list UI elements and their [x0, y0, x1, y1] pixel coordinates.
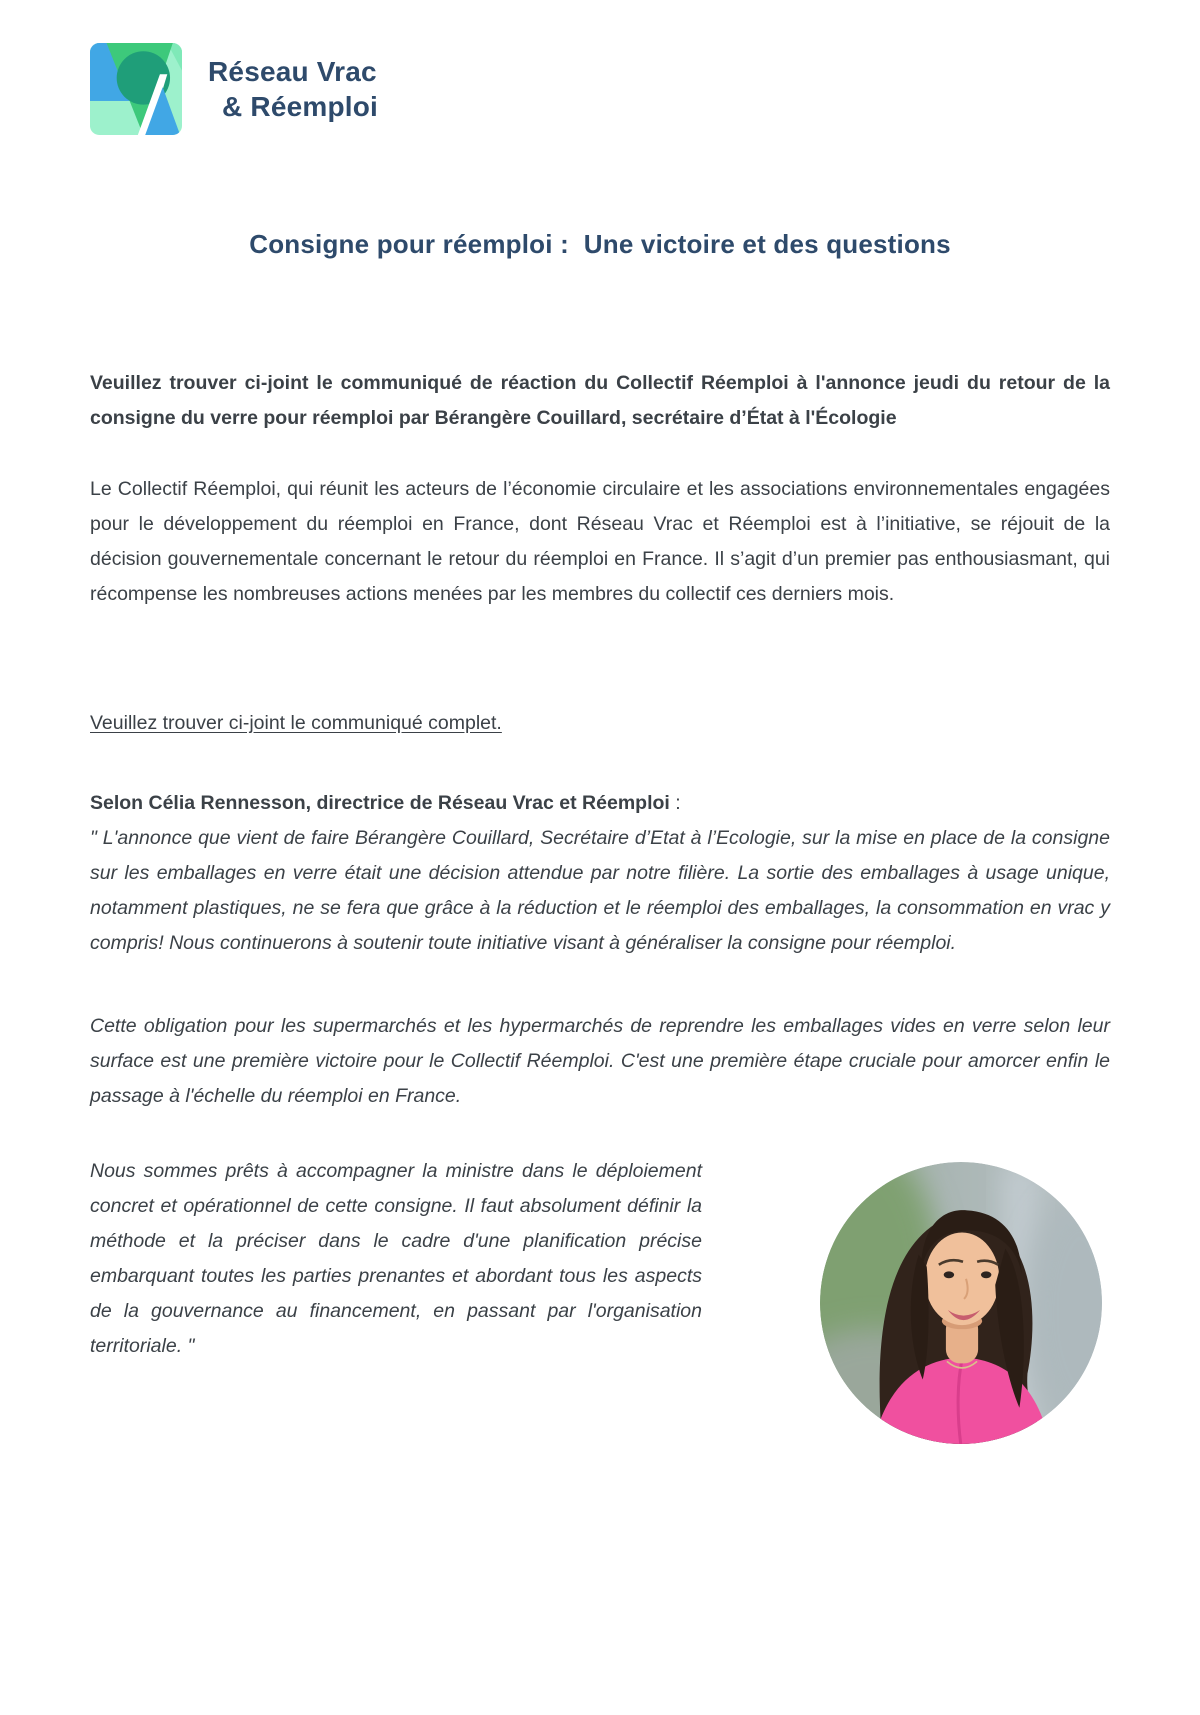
attribution-name: Selon Célia Rennesson, directrice de Réseau Vrac et Réemploi: [90, 792, 670, 814]
collectif-paragraph: Le Collectif Réemploi, qui réunit les acteurs de l’économie circulaire et les associations environnementales engagées pour le développement du réemploi en France, dont Réseau Vrac et Réemploi est à l’initiative, se réjouit de la décision gouvernementale concernant le retour du réemploi en France. Il s’agit d’un premier pas enthousiasmant, qui récompense les nombreuses actions menées par les membres du collectif ces derniers mois.: [90, 478, 1110, 605]
quote-paragraph-2: Cette obligation pour les supermarchés et les hypermarchés de reprendre les emballages vides en verre selon leur surface est une première victoire pour le Collectif Réemploi. C'est une première étape cruciale pour amorcer enfin le passage à l'échelle du réemploi en France.: [90, 1015, 1110, 1107]
page-title: Consigne pour réemploi : Une victoire et des questions: [249, 229, 951, 259]
attachment-link[interactable]: Veuillez trouver ci-joint le communiqué complet.: [90, 712, 502, 734]
attribution-colon: :: [669, 792, 681, 814]
portrait-photo-image: [820, 1162, 1102, 1444]
intro-paragraph: Veuillez trouver ci-joint le communiqué de réaction du Collectif Réemploi à l'annonce jeudi du retour de la consigne du verre pour réemploi par Bérangère Couillard, secrétaire d’État à l'Écologie: [90, 372, 1110, 429]
brand-name-line1: Réseau Vrac: [208, 56, 377, 87]
brand-name-line2: & Réemploi: [222, 91, 379, 122]
brand-name: [208, 54, 378, 124]
brand-logo-icon: [90, 42, 182, 136]
portrait-photo: [820, 1162, 1102, 1444]
attachment-line: [90, 706, 1110, 741]
brand-header: [90, 0, 1110, 136]
attribution-line: [90, 786, 1110, 821]
quote-paragraph-3: Nous sommes prêts à accompagner la ministre dans le déploiement concret et opérationnel de cette consigne. Il faut absolument définir la méthode et la préciser dans le cadre d'une planification précise embarquant toutes les parties prenantes et abordant tous les aspects de la gouvernance au financement, en passant par l'organisation territoriale. ": [90, 1160, 702, 1357]
quote-with-photo: [90, 1154, 1110, 1456]
quote-paragraph-1: " L'annonce que vient de faire Bérangère Couillard, Secrétaire d’Etat à l’Ecologie, sur la mise en place de la consigne sur les emballages en verre était une décision attendue par notre filière. La sortie des emballages à usage unique, notamment plastiques, ne se fera que grâce à la réduction et le réemploi des emballages, la consommation en vrac y compris! Nous continuerons à soutenir toute initiative visant à généraliser la consigne pour réemploi.: [90, 827, 1110, 954]
